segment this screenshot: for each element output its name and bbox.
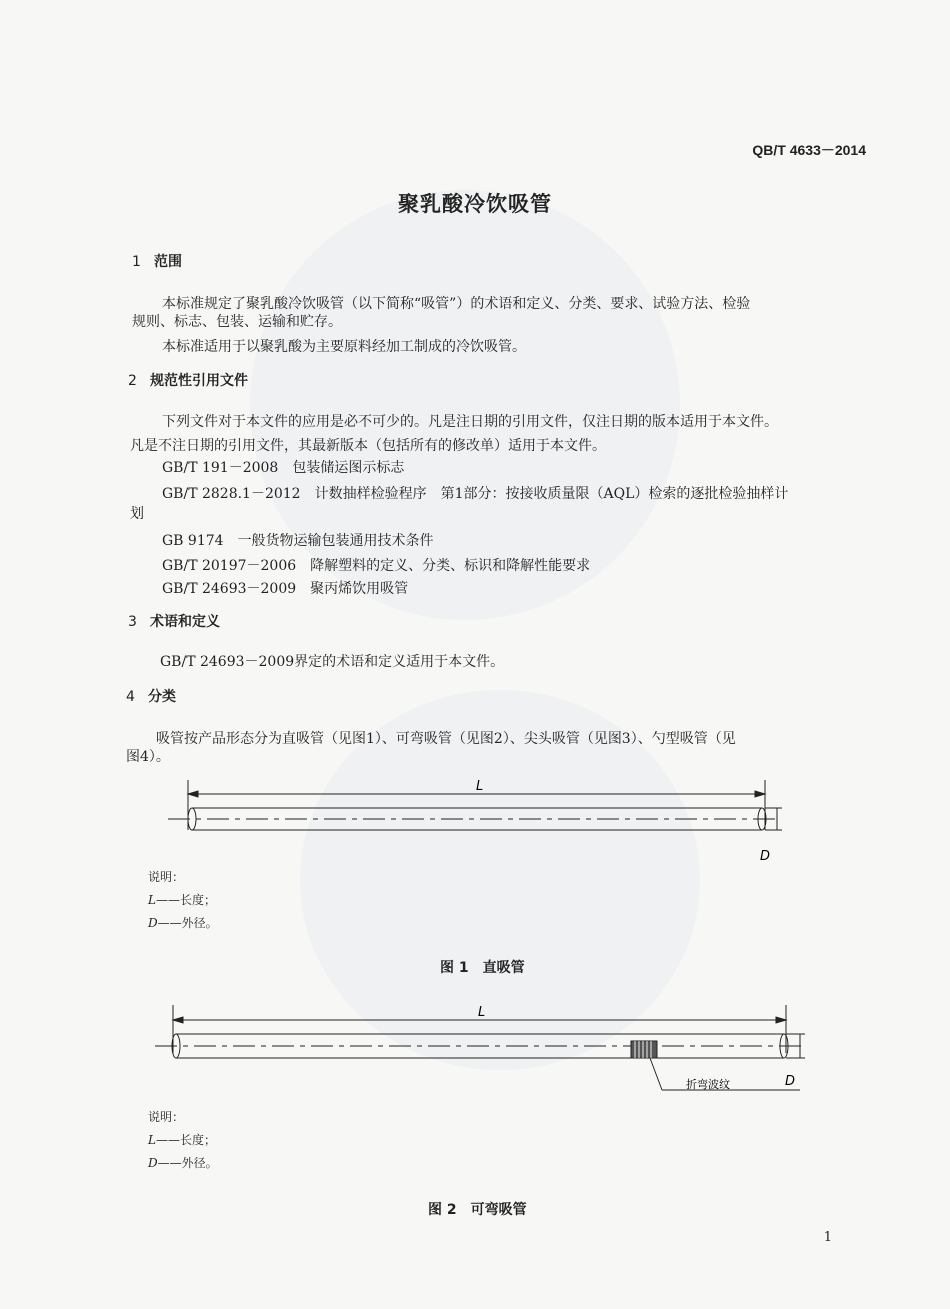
section-title: 规范性引用文件	[150, 373, 248, 389]
paragraph-continuation: 图4）。	[126, 749, 170, 765]
reference-item	[162, 578, 408, 598]
arrowhead	[173, 1017, 183, 1023]
section-title: 术语和定义	[150, 614, 220, 630]
reference-code: GB/T 191－2008	[162, 460, 279, 476]
figure-1-legend	[148, 866, 218, 935]
arrowhead	[776, 1017, 786, 1023]
section-title: 范围	[154, 254, 182, 270]
reference-code: GB 9174	[162, 533, 224, 549]
legend-item-length	[148, 1129, 218, 1152]
reference-item	[162, 530, 434, 550]
section-1-heading	[132, 251, 182, 271]
dim-label-L: L	[476, 779, 484, 794]
figure-2-bendable-straw	[140, 995, 830, 1105]
reference-title: 一般货物运输包装通用技术条件	[237, 533, 434, 549]
legend-symbol: L	[148, 1133, 156, 1147]
legend-title: 说明：	[148, 1110, 185, 1124]
legend-symbol: L	[148, 893, 156, 907]
legend-symbol: D	[148, 1156, 158, 1170]
paragraph: 本标准规定了聚乳酸冷饮吸管（以下简称“吸管”）的术语和定义、分类、要求、试验方法、检验	[162, 296, 751, 312]
page-number: 1	[823, 1230, 832, 1245]
section-3-heading	[128, 611, 220, 631]
reference-item	[162, 457, 404, 477]
figure-2-legend	[148, 1106, 218, 1175]
figure-1-straight-straw	[160, 772, 800, 872]
section-title: 分类	[148, 689, 176, 705]
legend-symbol: D	[148, 916, 158, 930]
corrugation-leader-line	[650, 1058, 662, 1090]
reference-title: 包装储运图示标志	[292, 460, 405, 476]
reference-item	[162, 483, 788, 503]
reference-code: GB/T 20197－2006	[162, 558, 297, 574]
legend-text: ——外径。	[157, 916, 218, 930]
paragraph-continuation: 凡是不注日期的引用文件，其最新版本（包括所有的修改单）适用于本文件。	[130, 438, 606, 454]
reference-title: 聚丙烯饮用吸管	[310, 581, 409, 597]
legend-text: ——外径。	[157, 1156, 218, 1170]
legend-text: ——长度；	[155, 1133, 216, 1147]
reference-title: 计数抽样检验程序 第1部分：按接收质量限（AQL）检索的逐批检验抽样计	[314, 486, 789, 502]
standard-code: QB/T 4633－2014	[752, 142, 866, 158]
reference-continuation: 划	[130, 506, 144, 522]
reference-code: GB/T 2828.1－2012	[162, 486, 301, 502]
legend-title: 说明：	[148, 870, 185, 884]
section-4-heading	[126, 686, 176, 706]
section-number: 4	[126, 689, 135, 705]
legend-item-diameter	[148, 1152, 218, 1175]
figure-2-caption: 图 2 可弯吸管	[428, 1202, 527, 1218]
dim-label-D: D	[760, 849, 771, 864]
dim-label-L: L	[478, 1005, 486, 1020]
paragraph: 本标准适用于以聚乳酸为主要原料经加工制成的冷饮吸管。	[162, 339, 526, 355]
dim-label-D: D	[785, 1074, 796, 1089]
reference-item	[162, 555, 590, 575]
paragraph: GB/T 24693－2009界定的术语和定义适用于本文件。	[160, 654, 505, 670]
figure-1-caption: 图 1 直吸管	[440, 960, 525, 976]
section-number: 3	[128, 614, 137, 630]
section-number: 1	[132, 254, 141, 270]
legend-item-length	[148, 889, 218, 912]
paragraph: 下列文件对于本文件的应用是必不可少的。凡是注日期的引用文件，仅注日期的版本适用于本文件。	[162, 414, 778, 430]
arrowhead	[755, 791, 765, 797]
section-number: 2	[128, 373, 137, 389]
legend-item-diameter	[148, 912, 218, 935]
legend-text: ——长度；	[155, 893, 216, 907]
corrugation-label: 折弯波纹	[686, 1078, 730, 1091]
paragraph: 吸管按产品形态分为直吸管（见图1）、可弯吸管（见图2）、尖头吸管（见图3）、勺型吸管（见	[156, 731, 736, 747]
reference-title: 降解塑料的定义、分类、标识和降解性能要求	[310, 558, 591, 574]
section-2-heading	[128, 370, 248, 390]
document-title: 聚乳酸冷饮吸管	[398, 192, 552, 216]
arrowhead	[188, 791, 198, 797]
paragraph-continuation: 规则、标志、包装、运输和贮存。	[132, 314, 342, 330]
reference-code: GB/T 24693－2009	[162, 581, 297, 597]
